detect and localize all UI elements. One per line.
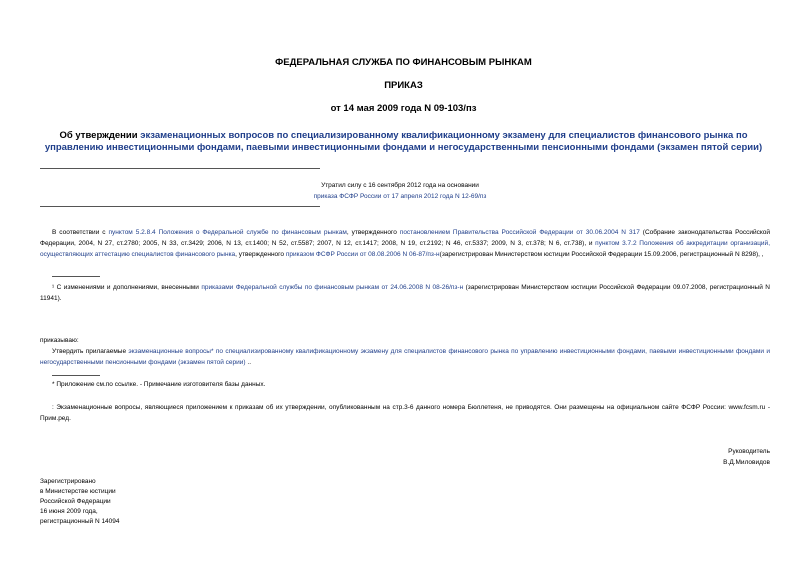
preamble-text-2: , утвержденного bbox=[346, 229, 400, 236]
editorial-note-marker: : bbox=[52, 404, 54, 411]
preamble-text-3: (Собрание законодательства Российской Федерации, 2004, N 27, ст.2780; 2005, N 33, ст.3429; 2006, N 13, ст.1400; N 52, ст.5587; 2007, N 12, ст.1417; 2008, N 19, ст.2192; N 46, ст.5337; 2009, N 3, ст.378; N 6, ст.738), и bbox=[40, 229, 770, 247]
document-type: ПРИКАЗ bbox=[384, 80, 423, 91]
signature-block bbox=[723, 446, 770, 468]
order-paragraph bbox=[40, 346, 770, 368]
order-text-3: . bbox=[247, 359, 250, 366]
agency-name: ФЕДЕРАЛЬНАЯ СЛУЖБА ПО ФИНАНСОВЫМ РЫНКАМ bbox=[275, 57, 532, 68]
regulation-link[interactable]: пунктом 5.2.8.4 Положения о Федеральной службе по финансовым рынкам bbox=[108, 229, 347, 236]
divider-top bbox=[40, 168, 320, 169]
signature-name: В.Д.Миловидов bbox=[723, 459, 770, 466]
fsfr-order-link[interactable]: приказом ФСФР России от 08.08.2006 N 06-87/пз-н bbox=[285, 251, 440, 258]
registration-line-2: в Министерстве юстиции bbox=[40, 488, 116, 495]
footnote-text-2: (зарегистрирован Министерством юстиции Российской Федерации 09.07.2008, регистрационный N 11941). bbox=[40, 284, 770, 302]
registration-block bbox=[40, 477, 120, 527]
order-text-1: Утвердить прилагаемые bbox=[52, 348, 129, 355]
divider-bottom bbox=[40, 206, 320, 207]
preamble-text-1: В соответствии с bbox=[52, 229, 109, 236]
footnote-text-1: С изменениями и дополнениями, внесенными bbox=[54, 284, 202, 291]
order-text-4: . bbox=[249, 359, 251, 366]
preamble-paragraph bbox=[40, 227, 770, 260]
registration-line-3: Российской Федерации bbox=[40, 498, 111, 505]
status-note-text: Утратил силу с 16 сентября 2012 года на основании bbox=[321, 182, 479, 189]
footnote-amendments bbox=[40, 282, 770, 304]
preamble-text-7: , bbox=[759, 251, 764, 258]
footnote-divider-1 bbox=[52, 276, 100, 277]
amendment-orders-link[interactable]: приказами Федеральной службы по финансовым рынкам от 24.06.2008 N 08-26/пз-н bbox=[201, 284, 464, 291]
signature-role: Руководитель bbox=[728, 448, 770, 455]
order-word: приказываю: bbox=[40, 337, 79, 344]
preamble-text-4: , утвержденного bbox=[235, 251, 286, 258]
document-date-number: от 14 мая 2009 года N 09-103/пз bbox=[330, 103, 477, 114]
registration-line-5: регистрационный N 14094 bbox=[40, 518, 120, 525]
preamble-text-5: (зарегистрирован Министерством юстиции Российской Федерации 15.09.2006, регистрационный N 8298) bbox=[439, 251, 759, 258]
repeal-order-link[interactable]: приказа ФСФР России от 17 апреля 2012 года N 12-69/пз bbox=[313, 193, 487, 200]
footnote-appendix: * Приложение см.по ссылке. - Примечание изготовителя базы данных. bbox=[52, 381, 266, 388]
registration-line-4: 16 июня 2009 года, bbox=[40, 508, 98, 515]
preamble-text-6: , bbox=[758, 251, 760, 258]
government-decree-link[interactable]: постановлением Правительства Российской Федерации от 30.06.2004 N 317 bbox=[399, 229, 640, 236]
editorial-note bbox=[40, 402, 770, 424]
exam-questions-link[interactable]: экзаменационные вопросы* по специализированному квалификационному экзамену для специалистов финансового рынка по управлению инвестиционными фондами, паевыми инвестиционными фондами и негосударственными пенсионными фондами (экзамен пятой серии) bbox=[40, 348, 770, 366]
registration-line-1: Зарегистрировано bbox=[40, 478, 96, 485]
title-prefix: Об утверждении bbox=[59, 130, 141, 141]
footnote-divider-2 bbox=[52, 375, 100, 376]
title-link[interactable]: экзаменационных вопросов по специализированному квалификационному экзамену для специалистов финансового рынка по управлению инвестиционными фондами, паевыми инвестиционными фондами и негосударственными пенсионными фондами (экзамен пятой серии) bbox=[44, 130, 763, 153]
status-note bbox=[120, 180, 680, 202]
footnote-marker: ¹ bbox=[52, 284, 55, 291]
document-title bbox=[40, 130, 767, 154]
accreditation-regulation-link[interactable]: пунктом 3.7.2 Положения об аккредитации организаций, осуществляющих аттестацию специалистов финансового рынка bbox=[40, 240, 770, 258]
editorial-note-text: Экзаменационные вопросы, являющиеся приложением к приказам об их утверждении, опубликованным на стр.3-6 данного номера Бюллетеня, не приводятся. Они размещены на официальном сайте ФСФР России: www.fcsm.ru - Прим.ред. bbox=[40, 404, 770, 422]
